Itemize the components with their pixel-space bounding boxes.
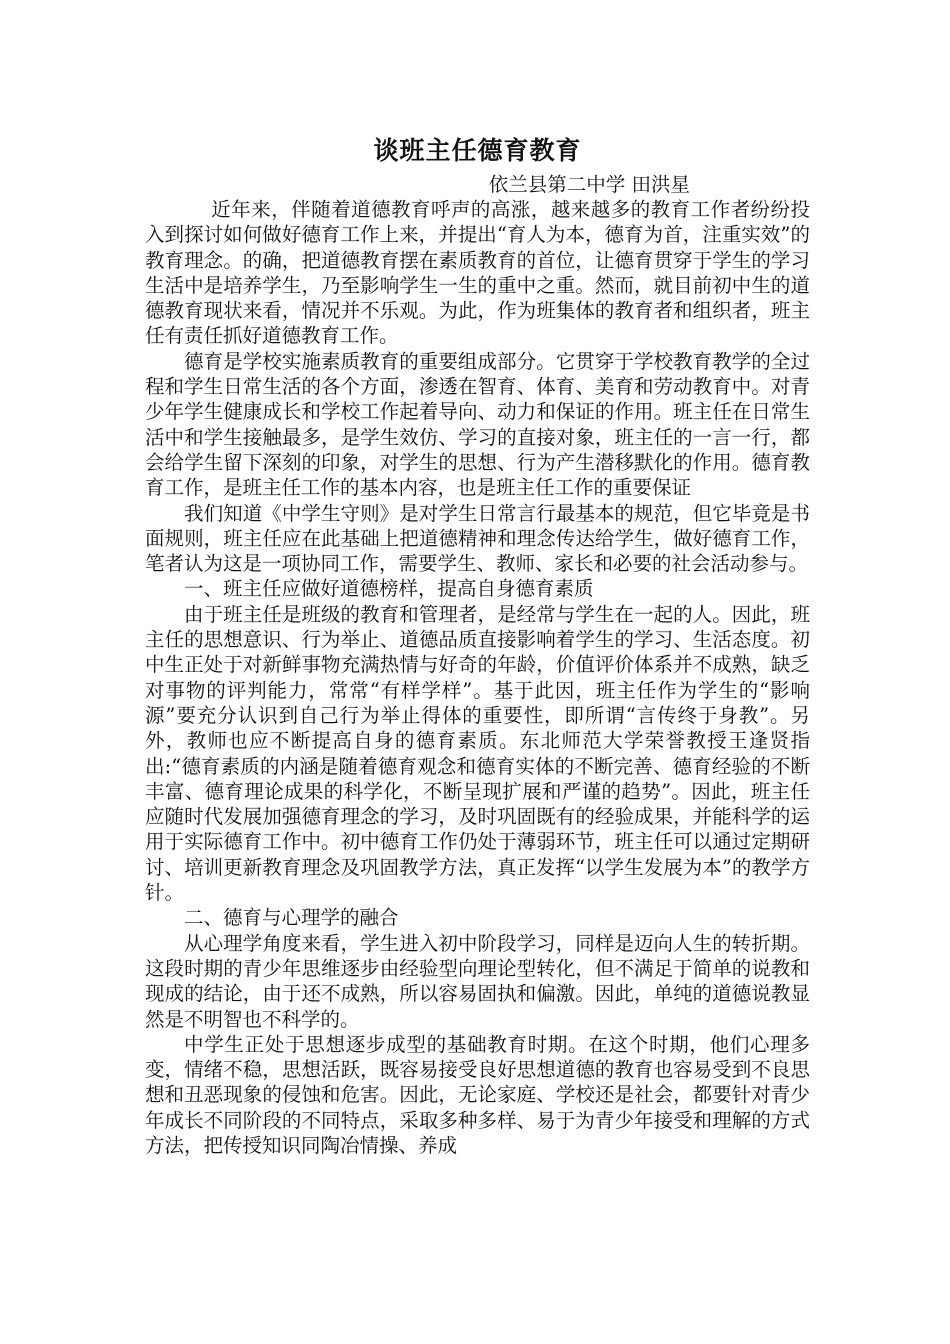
paragraph-teacher-role-model: 由于班主任是班级的教育和管理者，是经常与学生在一起的人。因此，班主任的思想意识、行为举止、道德品质直接影响着学生的学习、生活态度。初中生正处于对新鲜事物充满热情与好奇的年龄，价值评价体系并不成熟，缺乏对事物的评判能力，常常“有样学样”。基于此因，班主任作为学生的“影响源”要充分认识到自己行为举止得体的重要性，即所谓“言传终于身教”。另外，教师也应不断提高自身的德育素质。东北师范大学荣誉教授王逢贤指出:“德育素质的内涵是随着德育观念和德育实体的不断完善、德育经验的不断丰富、德育理论成果的科学化，不断呈现扩展和严谨的趋势”。因此，班主任应随时代发展加强德育理念的学习，及时巩固既有的经验成果，并能科学的运用于实际德育工作中。初中德育工作仍处于薄弱环节，班主任可以通过定期研讨、培训更新教育理念及巩固教学方法，真正发挥“以学生发展为本”的教学方针。: [145, 602, 810, 905]
document-title: 谈班主任德育教育: [373, 136, 582, 165]
paragraph-intro: 近年来，伴随着道德教育呼声的高涨，越来越多的教育工作者纷纷投入到探讨如何做好德育工作上来，并提出“育人为本，德育为首，注重实效”的教育理念。的确，把道德教育摆在素质教育的首位，让德育贯穿于学生的学习生活中是培养学生，乃至影响学生一生的重中之重。然而，就目前初中生的道德教育现状来看，情况并不乐观。为此，作为班集体的教育者和组织者，班主任有责任抓好道德教育工作。: [145, 198, 810, 348]
document-body: [145, 134, 810, 1158]
section-heading-1: 一、班主任应做好道德榜样，提高自身德育素质: [184, 577, 594, 601]
paragraph-middle-school-students: 中学生正处于思想逐步成型的基础教育时期。在这个时期，他们心理多变，情绪不稳，思想活跃，既容易接受良好思想道德的教育也容易受到不良思想和丑恶现象的侵蚀和危害。因此，无论家庭、学校还是社会，都要针对青少年成长不同阶段的不同特点，采取多种多样、易于为青少年接受和理解的方式方法，把传授知识同陶冶情操、养成: [145, 1032, 810, 1157]
author-byline: 依兰县第二中学 田洪星: [488, 173, 690, 196]
paragraph-moral-education-role: 德育是学校实施素质教育的重要组成部分。它贯穿于学校教育教学的全过程和学生日常生活的各个方面，渗透在智育、体育、美育和劳动教育中。对青少年学生健康成长和学校工作起着导向、动力和保证的作用。班主任在日常生活中和学生接触最多，是学生效仿、学习的直接对象，班主任的一言一行，都会给学生留下深刻的印象，对学生的思想、行为产生潜移默化的作用。德育教育工作，是班主任工作的基本内容，也是班主任工作的重要保证: [145, 349, 810, 500]
section-heading-2: 二、德育与心理学的融合: [184, 906, 399, 930]
paragraph-psychology: 从心理学角度来看，学生进入初中阶段学习，同样是迈向人生的转折期。这段时期的青少年思维逐步由经验型向理论型转化，但不满足于简单的说教和现成的结论，由于还不成熟，所以容易固执和偏激。因此，单纯的道德说教显然是不明智也不科学的。: [145, 931, 810, 1031]
paragraph-student-code: 我们知道《中学生守则》是对学生日常言行最基本的规范，但它毕竟是书面规则，班主任应在此基础上把道德精神和理念传达给学生，做好德育工作，笔者认为这是一项协同工作，需要学生、教师、家长和必要的社会活动参与。: [145, 501, 810, 576]
